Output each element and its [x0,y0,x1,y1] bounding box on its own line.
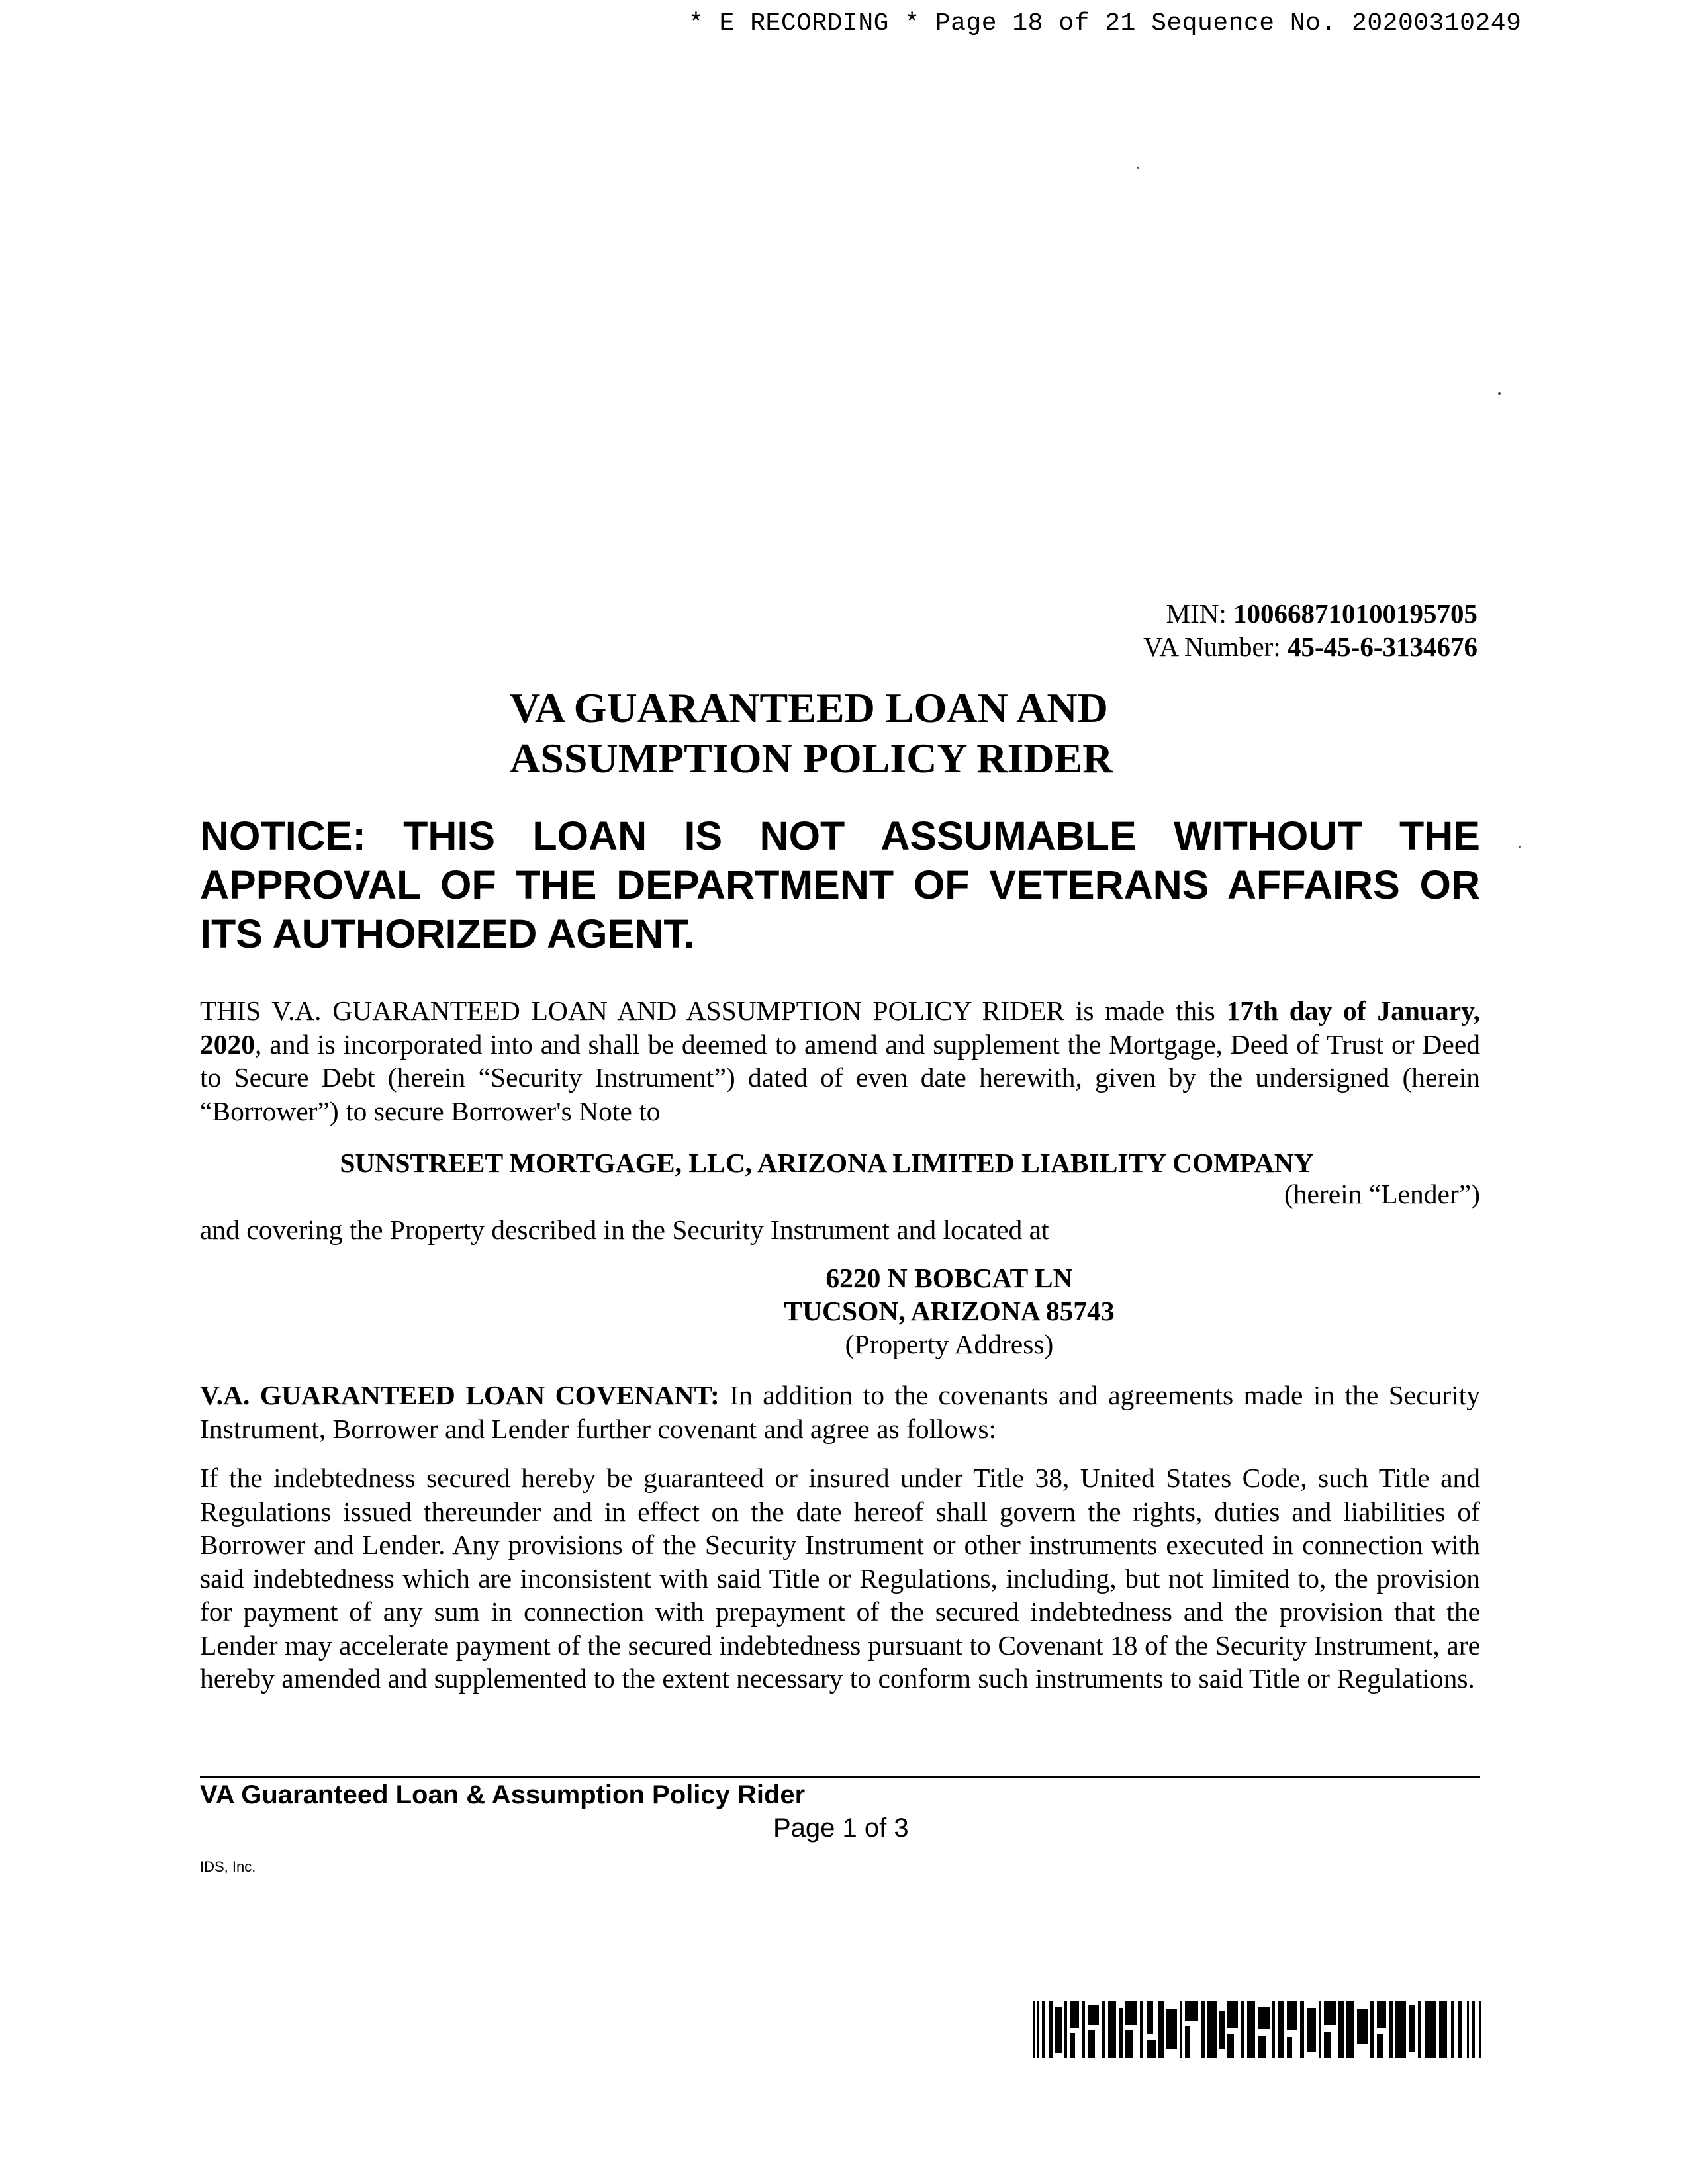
title-line-1: VA GUARANTEED LOAN AND [510,684,1108,731]
assumption-notice: NOTICE: THIS LOAN IS NOT ASSUMABLE WITHOUT THE APPROVAL OF THE DEPARTMENT OF VETERANS AFFAIRS OR ITS AUTHORIZED AGENT. [200,813,1480,956]
va-number-label: VA Number: [1143,631,1281,662]
document-barcode [1033,2001,1483,2058]
min-label: MIN: [1166,598,1227,629]
footer-divider [200,1776,1480,1778]
va-number-value: 45-45-6-3134676 [1288,631,1477,662]
title-line-2: ASSUMPTION POLICY RIDER [510,735,1113,782]
lender-label: (herein “Lender”) [1284,1179,1480,1209]
property-address [200,1261,1480,1361]
covenant-text: In addition to the covenants and agreements made in the Security Instrument, Borrower and Lender further covenant and agree as follows: [200,1380,1480,1444]
loan-identifiers [1143,597,1477,663]
footer-page-number: Page 1 of 3 [773,1813,909,1843]
document-title [510,683,1238,784]
recording-header: * E RECORDING * Page 18 of 21 Sequence No. 20200310249 [688,9,1522,38]
lender-name: SUNSTREET MORTGAGE, LLC, ARIZONA LIMITED LIABILITY COMPANY [340,1148,1314,1178]
address-city: TUCSON, ARIZONA 85743 [784,1296,1115,1326]
intro-text-end: , and is incorporated into and shall be deemed to amend and supplement the Mortgage, Deed of Trust or Deed to Secure Debt (herein “Security Instrument”) dated of even date herewith, given by the undersigned (herein “Borrower”) to secure Borrower's Note to [200,1028,1480,1126]
rider-date: 17th day of January, 2020 [200,995,1481,1060]
footer-form-title: VA Guaranteed Loan & Assumption Policy Rider [200,1780,806,1809]
scan-speck [1498,392,1501,395]
title38-paragraph: If the indebtedness secured hereby be guaranteed or insured under Title 38, United States Code, such Title and Regulations issued thereunder and in effect on the date hereof shall govern the rights, duties and liabilities of Borrower and Lender. Any provisions of the Security Instrument or other instruments executed in connection with said indebtedness which are inconsistent with said Title or Regulations, including, but not limited to, the provision for payment of any sum in connection with prepayment of the secured indebtedness and the provision that the Lender may accelerate payment of the secured indebtedness pursuant to Covenant 18 of the Security Instrument, are hereby amended and supplemented to the extent necessary to conform such instruments to said Title or Regulations. [200,1463,1480,1694]
covering-text: and covering the Property described in the Security Instrument and located at [200,1214,1049,1245]
covenant-paragraph [200,1379,1480,1445]
scan-speck [1137,167,1139,169]
covenant-heading: V.A. GUARANTEED LOAN COVENANT: [200,1380,720,1410]
footer-vendor: IDS, Inc. [200,1858,256,1875]
min-value: 100668710100195705 [1233,598,1477,629]
address-label: (Property Address) [845,1329,1054,1359]
min-line [1143,597,1477,630]
intro-text-start: THIS V.A. GUARANTEED LOAN AND ASSUMPTION POLICY RIDER is made this [200,995,1227,1026]
va-number-line [1143,630,1477,663]
intro-paragraph [200,994,1480,1128]
scan-speck [1519,846,1521,848]
address-street: 6220 N BOBCAT LN [825,1263,1073,1293]
